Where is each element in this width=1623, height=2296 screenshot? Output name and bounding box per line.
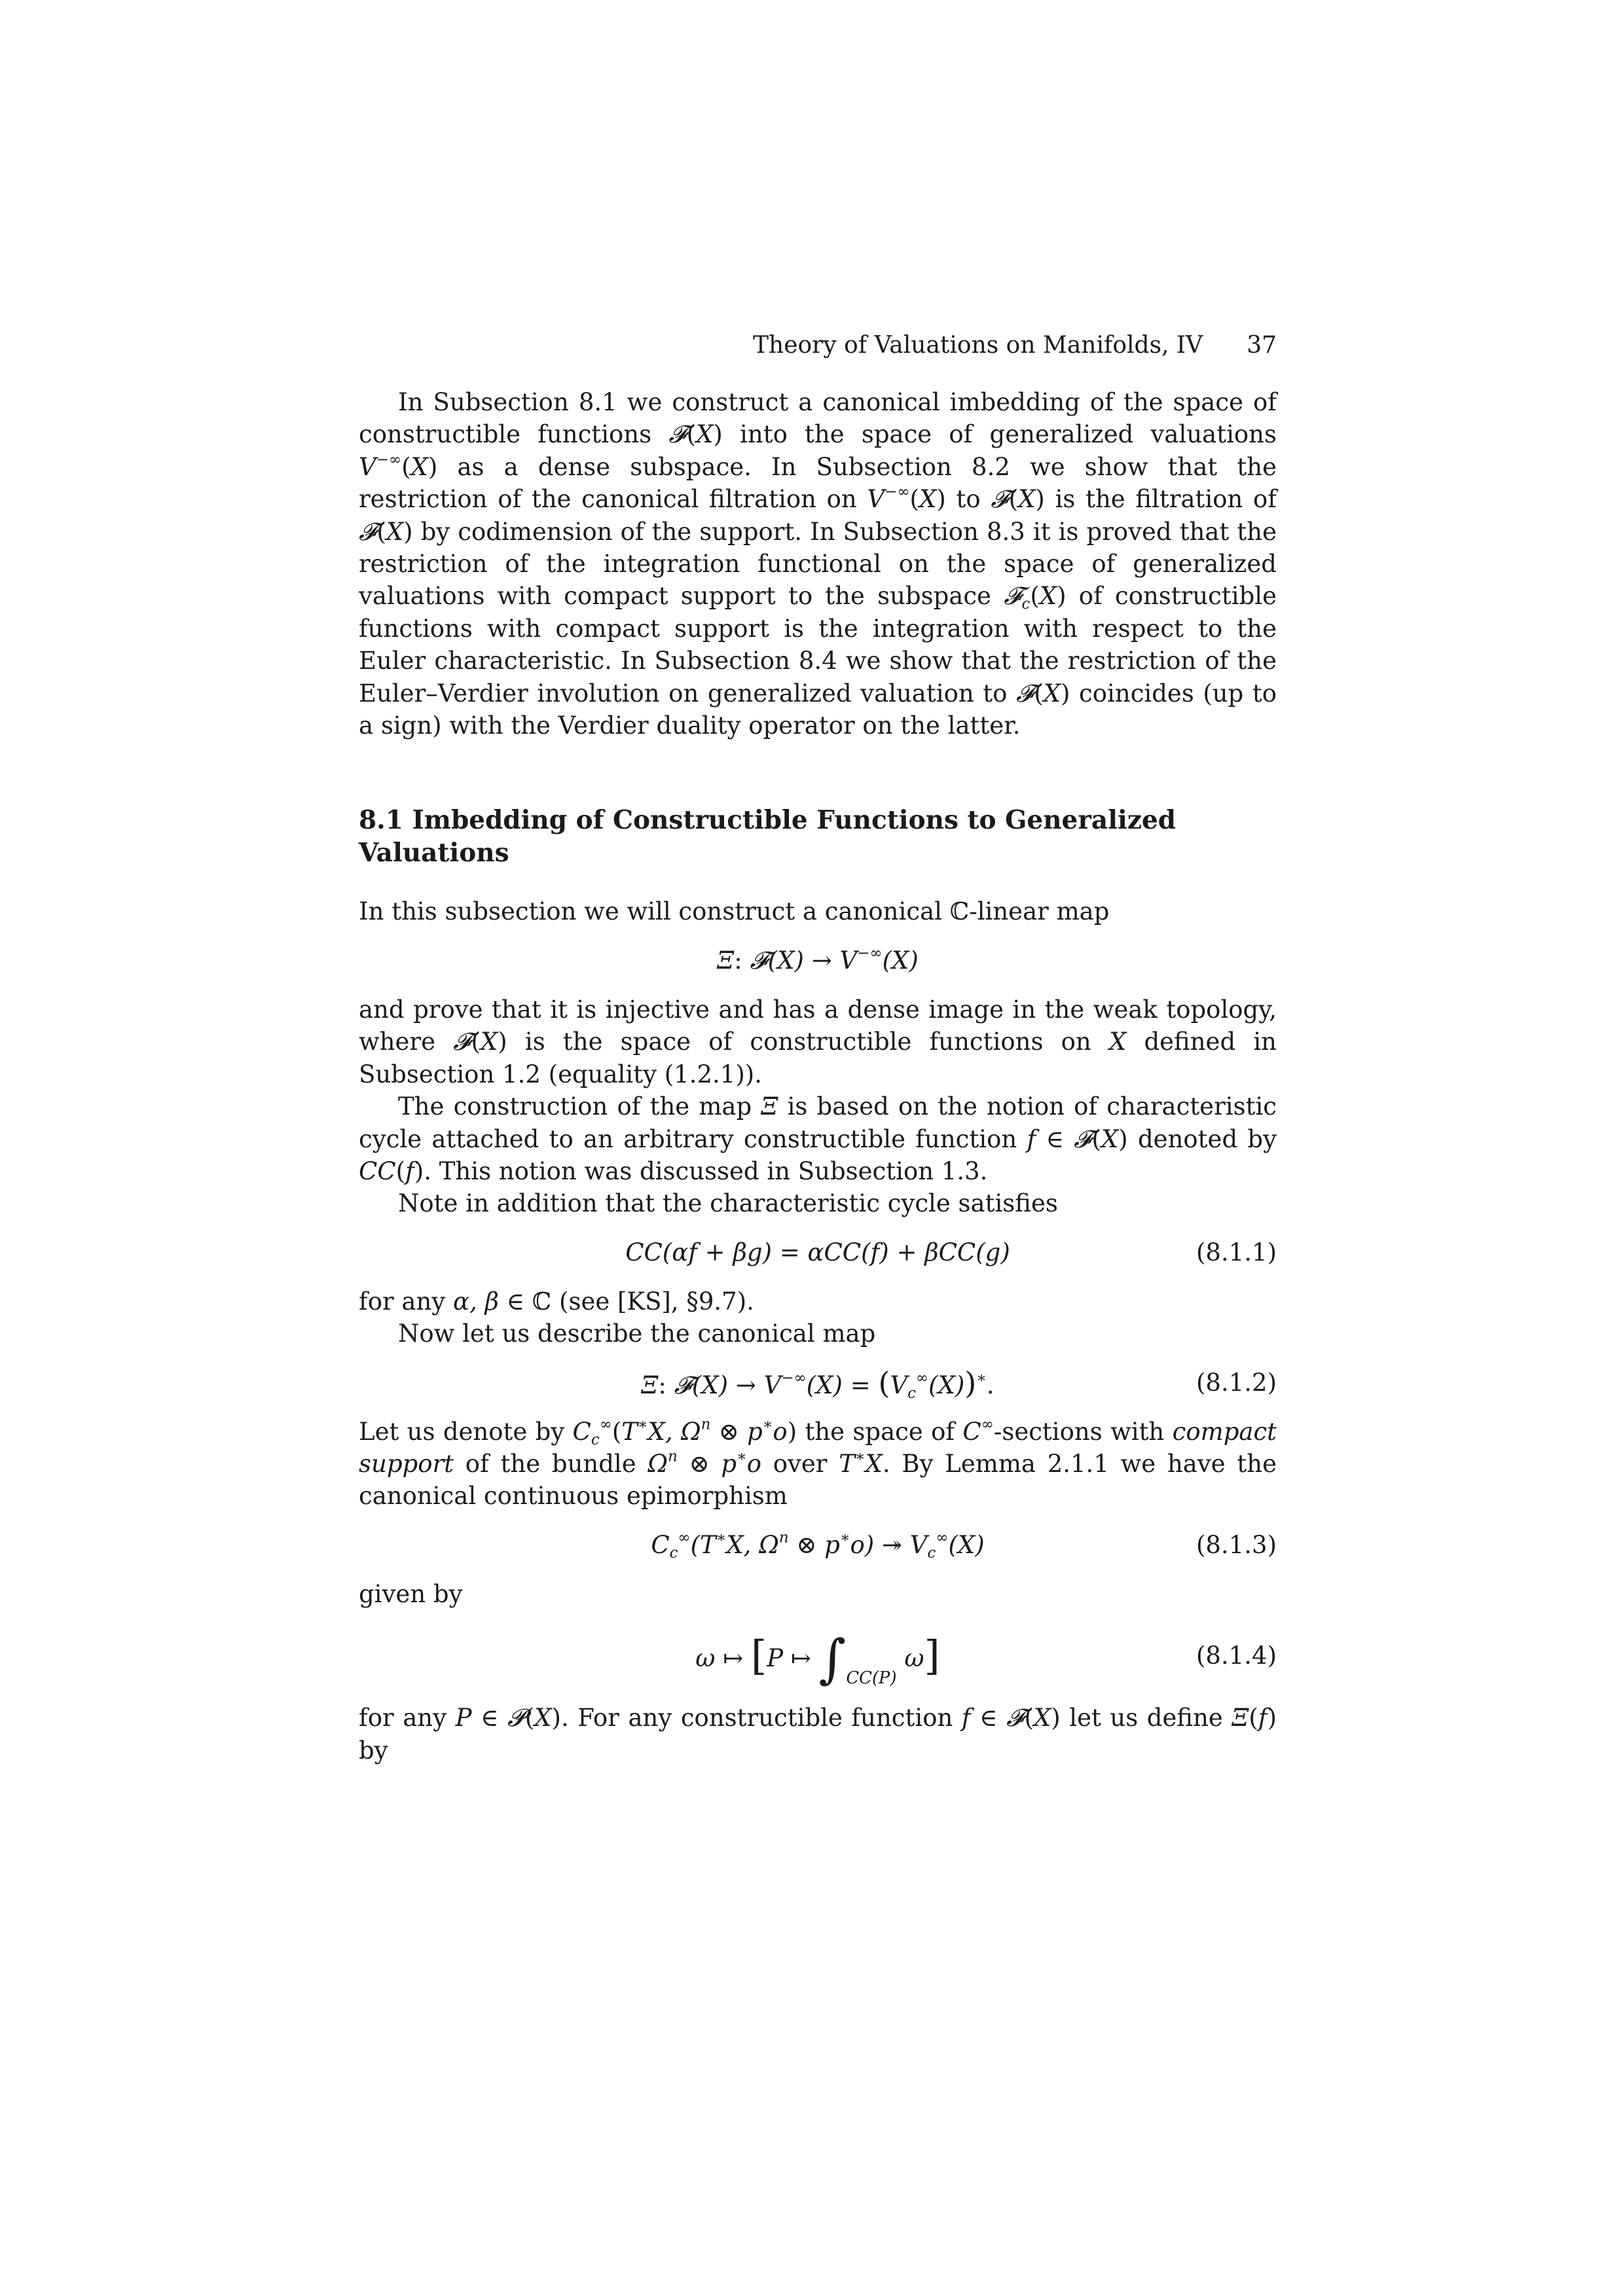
paragraph: The construction of the map Ξ is based on the notion of characteristic cycle attached to an arbitrary constructible function f ∈ 𝓕(X) denoted by CC(f). This notion was discussed in Subsection 1.3. <box>359 1092 1277 1185</box>
paragraph: Now let us describe the canonical map <box>398 1319 876 1348</box>
equation-8-1-2: Ξ: 𝓕(X) → $V^{-\infty}(X) = (V_c^\infty(X))^∗$. (8.1.2) <box>359 1350 1277 1416</box>
running-title: Theory of Valuations on Manifolds, IV <box>753 332 1203 359</box>
page-number: 37 <box>1247 332 1277 359</box>
paragraph: for any α, β ∈ ℂ (see [KS], §9.7). <box>359 1287 754 1316</box>
intro-paragraph: In Subsection 8.1 we construct a canonical imbedding of the space of constructible functions 𝓕(X) into the space of generalized valuations V−∞(X) as a dense subspace. In Subsection 8.2 we show that the restriction of the canonical filtration on V−∞(X) to 𝓕(X) is the filtration of 𝓕(X) by codimension of the support. In Subsection 8.3 it is proved that the restriction of the integration functional on the space of generalized valuations with compact support to the subspace 𝓕$_c$(X) of constructible functions with compact support is the integration with respect to the Euler characteristic. In Subsection 8.4 we show that the restriction of the Euler–Verdier involution on generalized valuation to 𝓕(X) coincides (up to a sign) with the Verdier duality operator on the latter. <box>359 388 1277 740</box>
equation-xi-map: Ξ: 𝓕(X) → V−∞(X) <box>717 944 919 975</box>
equation-8-1-4: ω ↦ [P ↦ $\int_{CC(P)}$ ω] (8.1.4) <box>359 1610 1277 1702</box>
paragraph: Let us denote by $C_c^\infty(T^∗X$, $\Omega^n$ ⊗ p∗o) the space of C∞-sections with compact support of the bundle $\Omega^n$ ⊗ p∗o over T∗X. By Lemma 2.1.1 we have the canonical continuous epimorphism <box>359 1416 1277 1511</box>
paragraph: and prove that it is injective and has a dense image in the weak topology, where 𝓕(X) is the space of constructible functions on X defined in Subsection 1.2 (equality (1.2.1)). <box>359 995 1277 1088</box>
equation-8-1-3: $C_c^\infty(T^∗X$, $\Omega^n$ ⊗ p∗o) ↠ $V_c^\infty(X)$ (8.1.3) <box>359 1513 1277 1578</box>
equation-8-1-1: CC(αf + βg) = αCC(f) + βCC(g) (8.1.1) <box>359 1220 1277 1285</box>
paragraph: In this subsection we will construct a canonical ℂ-linear map <box>359 897 1110 926</box>
section-title: Imbedding of Constructible Functions to Generalized Valuations <box>359 805 1176 869</box>
paragraph: for any P ∈ 𝓟(X). For any constructible function f ∈ 𝓕(X) let us define Ξ(f) by <box>359 1704 1277 1765</box>
section-heading <box>359 804 1277 869</box>
running-header <box>753 326 1277 365</box>
equation-number: (8.1.4) <box>1195 1641 1277 1670</box>
paragraph: Note in addition that the characteristic cycle satisfies <box>398 1189 1058 1218</box>
equation-number: (8.1.2) <box>1195 1368 1277 1397</box>
page-body <box>359 386 1277 1767</box>
equation-number: (8.1.1) <box>1195 1238 1277 1266</box>
section-number: 8.1 <box>359 805 403 836</box>
paragraph: given by <box>359 1579 463 1608</box>
equation-number: (8.1.3) <box>1195 1530 1277 1559</box>
